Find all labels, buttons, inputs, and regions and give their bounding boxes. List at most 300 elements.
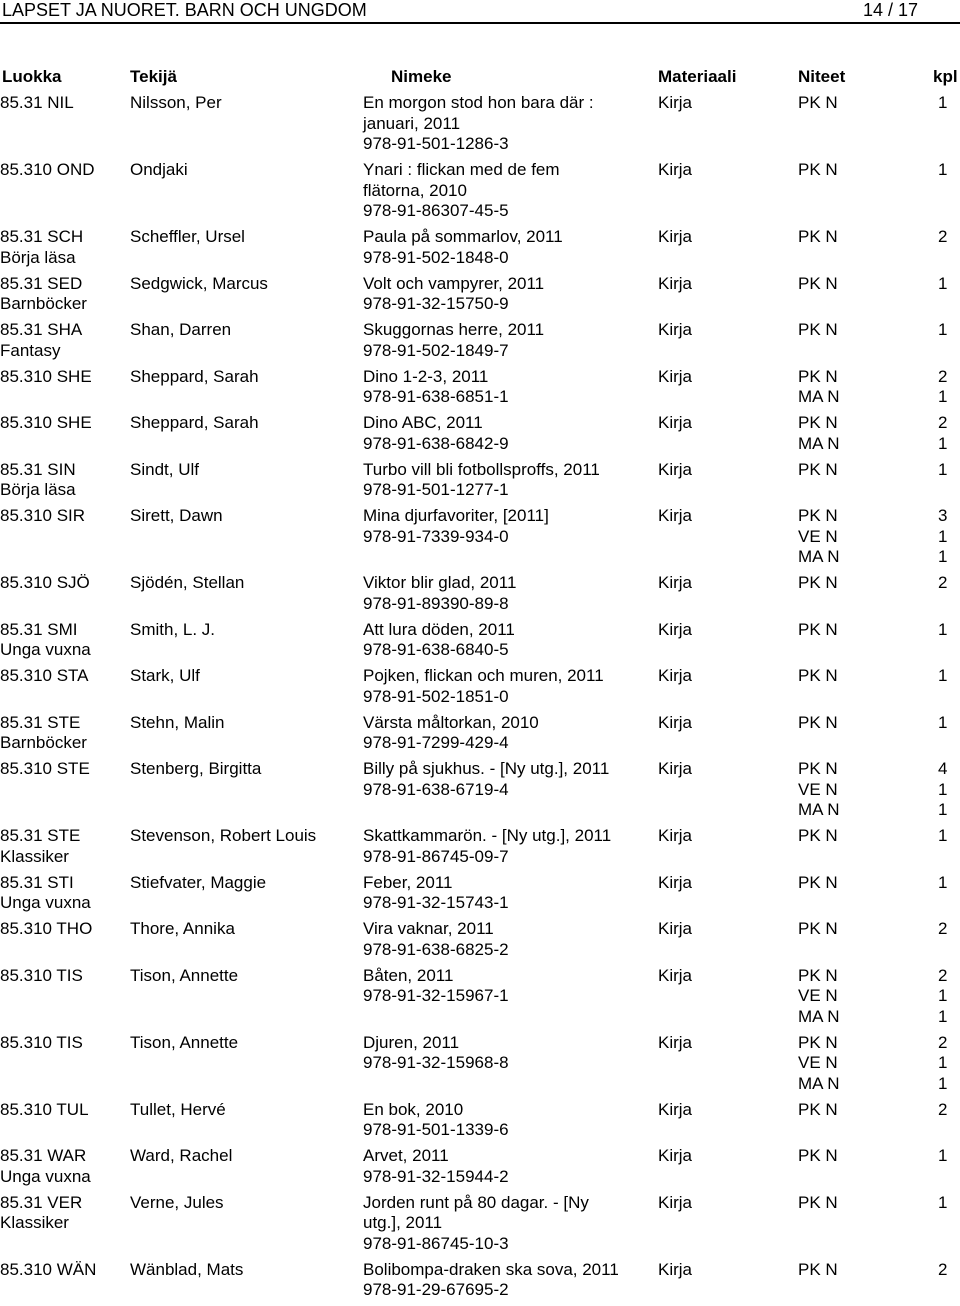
holding-count: 1 [938, 712, 948, 732]
material [658, 919, 738, 940]
title [363, 367, 651, 408]
author-name: Sindt, Ulf [130, 459, 199, 479]
holding-count: 3 [938, 506, 948, 525]
title-line: Viktor blir glad, 2011 [363, 573, 517, 592]
title-line: 978-91-638-6851-1 [363, 387, 509, 406]
author [130, 666, 358, 687]
holding-count: 1 [938, 526, 948, 546]
material-type: Kirja [658, 227, 693, 246]
material [658, 320, 738, 341]
holding-locations [798, 573, 908, 594]
holding-counts [938, 1260, 960, 1281]
class-code [0, 413, 128, 434]
title-line: Dino 1-2-3, 2011 [363, 366, 489, 386]
class-code-line: 85.310 STE [0, 759, 90, 778]
class-code [0, 506, 128, 527]
author-name: Nilsson, Per [130, 93, 222, 112]
author [130, 93, 358, 114]
holding-location: VE N [798, 1053, 838, 1072]
holding-count: 2 [938, 965, 948, 985]
material [658, 620, 738, 641]
material-type: Kirja [658, 872, 693, 892]
title [363, 227, 651, 268]
holding-counts [938, 1193, 960, 1214]
title [363, 873, 651, 914]
holding-locations [798, 826, 908, 847]
title-line: 978-91-32-15750-9 [363, 294, 509, 313]
holding-count: 2 [938, 1259, 948, 1279]
title-line: 978-91-638-6825-2 [363, 939, 509, 959]
holding-counts [938, 160, 960, 181]
holding-location: MA N [798, 1073, 840, 1093]
class-code-line: 85.310 STA [0, 666, 89, 685]
title-line: Båten, 2011 [363, 965, 454, 985]
material-type: Kirja [658, 573, 693, 592]
author-name: Tison, Annette [130, 965, 239, 985]
holding-location: VE N [798, 526, 838, 546]
author [130, 460, 358, 481]
class-code [0, 873, 128, 914]
title-line: Att lura döden, 2011 [363, 619, 515, 639]
holding-location: MA N [798, 433, 840, 453]
holding-count: 2 [938, 1032, 948, 1052]
holding-location: PK N [798, 1146, 838, 1165]
holding-locations [798, 1193, 908, 1214]
holding-locations [798, 759, 908, 821]
title-line: 978-91-32-15968-8 [363, 1053, 509, 1072]
holding-count: 2 [938, 413, 948, 432]
holding-location: PK N [798, 965, 838, 985]
holding-count: 1 [938, 826, 948, 845]
holding-counts [938, 919, 960, 940]
material-type: Kirja [658, 1146, 693, 1165]
title-line: 978-91-32-15967-1 [363, 986, 509, 1005]
author-name: Stevenson, Robert Louis [130, 826, 317, 845]
material [658, 573, 738, 594]
material [658, 1100, 738, 1121]
author-name: Stark, Ulf [130, 666, 200, 685]
author-name: Stehn, Malin [130, 712, 225, 732]
title-line: 978-91-501-1277-1 [363, 480, 509, 499]
class-code [0, 1260, 128, 1281]
holding-counts [938, 367, 960, 408]
holding-locations [798, 1146, 908, 1167]
author [130, 826, 358, 847]
material [658, 826, 738, 847]
author-name: Ward, Rachel [130, 1146, 233, 1165]
title [363, 274, 651, 315]
holding-count: 2 [938, 227, 948, 246]
holding-location: PK N [798, 712, 838, 732]
author [130, 620, 358, 641]
class-code-line: Unga vuxna [0, 1166, 91, 1186]
holding-count: 2 [938, 919, 948, 938]
title-line: 978-91-502-1851-0 [363, 686, 509, 706]
title-line: 978-91-29-67695-2 [363, 1280, 509, 1299]
holding-locations [798, 620, 908, 641]
holding-location: VE N [798, 986, 838, 1005]
material-type: Kirja [658, 93, 693, 112]
class-code [0, 93, 128, 114]
title-line: Skattkammarön. - [Ny utg.], 2011 [363, 826, 612, 845]
author [130, 160, 358, 181]
class-code-line: 85.310 TIS [0, 965, 83, 985]
holding-count: 1 [938, 547, 948, 566]
title-line: Arvet, 2011 [363, 1146, 449, 1165]
column-header-notes: Niteet [798, 67, 846, 86]
material-type: Kirja [658, 160, 693, 179]
class-code-line: 85.31 SHA [0, 320, 83, 339]
title-line: flätorna, 2010 [363, 180, 467, 200]
holding-counts [938, 826, 960, 847]
material [658, 413, 738, 434]
material-type: Kirja [658, 1192, 693, 1212]
holding-count: 1 [938, 872, 948, 892]
author [130, 413, 358, 434]
column-header-count: kpl [933, 67, 958, 86]
holding-counts [938, 966, 960, 1028]
material [658, 966, 738, 987]
material [658, 1146, 738, 1167]
title-line: En bok, 2010 [363, 1099, 464, 1119]
title [363, 460, 651, 501]
holding-counts [938, 274, 960, 295]
holding-location: PK N [798, 1099, 838, 1119]
class-code-line: 85.310 WÄN [0, 1259, 97, 1279]
class-code-line: 85.310 OND [0, 160, 95, 179]
holding-location: PK N [798, 1032, 838, 1052]
holding-locations [798, 274, 908, 295]
column-header-class: Luokka [2, 67, 62, 86]
class-code [0, 573, 128, 594]
material [658, 274, 738, 295]
class-code-line: 85.310 THO [0, 919, 93, 938]
author [130, 1033, 358, 1054]
holding-count: 1 [938, 619, 948, 639]
material-type: Kirja [658, 759, 693, 778]
material [658, 227, 738, 248]
material [658, 759, 738, 780]
title [363, 759, 651, 800]
class-code [0, 620, 128, 661]
author [130, 966, 358, 987]
column-header-title: Nimeke [391, 67, 452, 86]
holding-locations [798, 1033, 908, 1095]
material [658, 1193, 738, 1214]
holding-locations [798, 1100, 908, 1121]
class-code-line: Unga vuxna [0, 893, 91, 912]
holding-location: MA N [798, 387, 840, 406]
class-code-line: 85.310 SIR [0, 506, 86, 525]
title [363, 1193, 651, 1255]
holding-locations [798, 666, 908, 687]
author [130, 506, 358, 527]
author-name: Stiefvater, Maggie [130, 872, 267, 892]
author [130, 227, 358, 248]
holding-counts [938, 873, 960, 894]
class-code-line: Börja läsa [0, 247, 76, 267]
holding-location: MA N [798, 800, 840, 819]
title [363, 413, 651, 454]
class-code-line: 85.31 WAR [0, 1146, 87, 1165]
page-title: LAPSET JA NUORET. BARN OCH UNGDOM [2, 0, 367, 20]
holding-count: 2 [938, 573, 948, 592]
title [363, 160, 651, 222]
holding-location: PK N [798, 1192, 838, 1212]
author [130, 759, 358, 780]
title-line: Skuggornas herre, 2011 [363, 320, 545, 339]
title-line: 978-91-7299-429-4 [363, 733, 509, 752]
class-code [0, 966, 128, 987]
class-code-line: Börja läsa [0, 480, 76, 499]
title-line: 978-91-86745-09-7 [363, 846, 509, 866]
material [658, 460, 738, 481]
material-type: Kirja [658, 826, 693, 845]
holding-locations [798, 320, 908, 341]
holding-location: PK N [798, 227, 838, 246]
title-line: Ynari : flickan med de fem [363, 160, 560, 179]
title [363, 1100, 651, 1141]
holding-counts [938, 666, 960, 687]
title-line: Jorden runt på 80 dagar. - [Ny [363, 1192, 589, 1212]
title-line: Värsta måltorkan, 2010 [363, 712, 539, 732]
holding-location: VE N [798, 779, 838, 799]
holding-counts [938, 713, 960, 734]
class-code-line: 85.31 STI [0, 872, 74, 892]
class-code-line: 85.310 TUL [0, 1099, 89, 1119]
holding-location: PK N [798, 160, 838, 179]
title-line: Billy på sjukhus. - [Ny utg.], 2011 [363, 759, 610, 778]
title [363, 1260, 651, 1301]
material-type: Kirja [658, 666, 693, 685]
holding-counts [938, 93, 960, 114]
class-code-line: 85.31 SIN [0, 459, 76, 479]
class-code-line: 85.31 NIL [0, 93, 74, 112]
class-code-line: Fantasy [0, 340, 61, 360]
holding-location: PK N [798, 273, 838, 293]
page-number: 14 / 17 [862, 0, 918, 20]
title-line: Mina djurfavoriter, [2011] [363, 506, 549, 525]
material [658, 1260, 738, 1281]
author [130, 1260, 358, 1281]
author-name: Ondjaki [130, 160, 188, 179]
author [130, 919, 358, 940]
column-header-material: Materiaali [658, 67, 737, 86]
holding-count: 1 [938, 779, 948, 799]
title-line: 978-91-501-1339-6 [363, 1120, 509, 1139]
author-name: Verne, Jules [130, 1192, 224, 1212]
class-code-line: 85.31 STE [0, 826, 81, 845]
title-line: 978-91-32-15743-1 [363, 893, 509, 912]
title [363, 1146, 651, 1187]
material [658, 666, 738, 687]
title-line: Vira vaknar, 2011 [363, 919, 494, 938]
holding-counts [938, 1146, 960, 1167]
title-line: Turbo vill bli fotbollsproffs, 2011 [363, 459, 600, 479]
class-code-line: Barnböcker [0, 733, 87, 752]
class-code [0, 1146, 128, 1187]
author-name: Sheppard, Sarah [130, 366, 259, 386]
holding-counts [938, 460, 960, 481]
author-name: Thore, Annika [130, 919, 235, 938]
holding-locations [798, 506, 908, 568]
class-code-line: 85.310 TIS [0, 1032, 83, 1052]
class-code-line: 85.310 SHE [0, 413, 92, 432]
holding-locations [798, 1260, 908, 1281]
title [363, 713, 651, 754]
class-code-line: 85.31 STE [0, 712, 81, 732]
author-name: Sjödén, Stellan [130, 573, 245, 592]
material-type: Kirja [658, 1099, 693, 1119]
holding-count: 1 [938, 320, 948, 339]
title-line: utg.], 2011 [363, 1213, 443, 1232]
holding-location: PK N [798, 619, 838, 639]
title-line: Djuren, 2011 [363, 1032, 460, 1052]
title-line: 978-91-502-1848-0 [363, 247, 509, 267]
title [363, 93, 651, 155]
class-code-line: Klassiker [0, 1213, 69, 1232]
class-code-line: Barnböcker [0, 294, 87, 313]
title-line: 978-91-638-6840-5 [363, 640, 509, 659]
class-code [0, 1193, 128, 1234]
title-line: Pojken, flickan och muren, 2011 [363, 666, 604, 685]
author [130, 1146, 358, 1167]
holding-count: 1 [938, 387, 948, 406]
class-code [0, 759, 128, 780]
holding-count: 1 [938, 1006, 948, 1026]
holding-count: 1 [938, 1192, 948, 1212]
holding-location: MA N [798, 1006, 840, 1026]
holding-location: PK N [798, 320, 838, 339]
holding-count: 1 [938, 1146, 948, 1165]
holding-counts [938, 506, 960, 568]
title-line: 978-91-86745-10-3 [363, 1233, 509, 1253]
author [130, 1100, 358, 1121]
holding-locations [798, 460, 908, 481]
material-type: Kirja [658, 965, 693, 985]
title-line: 978-91-638-6719-4 [363, 779, 509, 799]
holding-count: 2 [938, 1099, 948, 1119]
title-line: Bolibompa-draken ska sova, 2011 [363, 1259, 619, 1279]
material-type: Kirja [658, 1259, 693, 1279]
class-code-line: Klassiker [0, 846, 69, 866]
holding-count: 1 [938, 93, 948, 112]
material [658, 367, 738, 388]
holding-locations [798, 93, 908, 114]
holding-count: 2 [938, 366, 948, 386]
class-code [0, 826, 128, 867]
holding-locations [798, 160, 908, 181]
holding-count: 1 [938, 459, 948, 479]
material-type: Kirja [658, 1032, 693, 1052]
author-name: Sirett, Dawn [130, 506, 223, 525]
material [658, 506, 738, 527]
title-line: 978-91-638-6842-9 [363, 433, 509, 453]
material-type: Kirja [658, 273, 693, 293]
author-name: Stenberg, Birgitta [130, 759, 262, 778]
holding-counts [938, 1100, 960, 1121]
holding-location: MA N [798, 547, 840, 566]
material-type: Kirja [658, 413, 693, 432]
material-type: Kirja [658, 366, 693, 386]
column-header-author: Tekijä [130, 67, 177, 86]
material-type: Kirja [658, 459, 693, 479]
title-line: Dino ABC, 2011 [363, 413, 483, 432]
class-code [0, 1033, 128, 1054]
holding-count: 1 [938, 666, 948, 685]
holding-count: 1 [938, 160, 948, 179]
holding-count: 1 [938, 273, 948, 293]
holding-location: PK N [798, 826, 838, 845]
title-line: Volt och vampyrer, 2011 [363, 273, 545, 293]
class-code-line: 85.31 VER [0, 1192, 83, 1212]
holding-counts [938, 1033, 960, 1095]
material [658, 1033, 738, 1054]
holding-location: PK N [798, 93, 838, 112]
title [363, 320, 651, 361]
class-code [0, 160, 128, 181]
holding-location: PK N [798, 506, 838, 525]
holding-count: 1 [938, 800, 948, 819]
class-code [0, 227, 128, 268]
class-code [0, 919, 128, 940]
holding-location: PK N [798, 666, 838, 685]
author [130, 274, 358, 295]
class-code-line: Unga vuxna [0, 640, 91, 659]
class-code [0, 460, 128, 501]
holding-location: PK N [798, 759, 838, 778]
title-line: 978-91-89390-89-8 [363, 593, 509, 613]
author-name: Tullet, Hervé [130, 1099, 226, 1119]
holding-location: PK N [798, 366, 838, 386]
holding-count: 4 [938, 759, 948, 778]
holding-locations [798, 919, 908, 940]
class-code [0, 1100, 128, 1121]
author [130, 1193, 358, 1214]
material [658, 713, 738, 734]
author [130, 713, 358, 734]
holding-counts [938, 413, 960, 454]
holding-location: PK N [798, 573, 838, 592]
title-line: 978-91-501-1286-3 [363, 134, 509, 153]
title [363, 620, 651, 661]
material-type: Kirja [658, 919, 693, 938]
material-type: Kirja [658, 619, 693, 639]
author-name: Tison, Annette [130, 1032, 239, 1052]
material [658, 873, 738, 894]
holding-counts [938, 227, 960, 248]
holding-location: PK N [798, 919, 838, 938]
column-headers [0, 67, 960, 89]
class-code-line: 85.310 SHE [0, 366, 92, 386]
class-code-line: 85.31 SED [0, 273, 83, 293]
holding-locations [798, 966, 908, 1028]
title-line: 978-91-32-15944-2 [363, 1166, 509, 1186]
page-header [0, 0, 960, 24]
holding-count: 1 [938, 1073, 948, 1093]
title [363, 966, 651, 1007]
holding-count: 1 [938, 433, 948, 453]
class-code [0, 274, 128, 315]
title [363, 573, 651, 614]
holding-counts [938, 573, 960, 594]
material [658, 160, 738, 181]
holding-location: PK N [798, 459, 838, 479]
author-name: Sedgwick, Marcus [130, 273, 268, 293]
class-code-line: 85.31 SCH [0, 227, 84, 246]
class-code [0, 320, 128, 361]
author-name: Wänblad, Mats [130, 1259, 244, 1279]
